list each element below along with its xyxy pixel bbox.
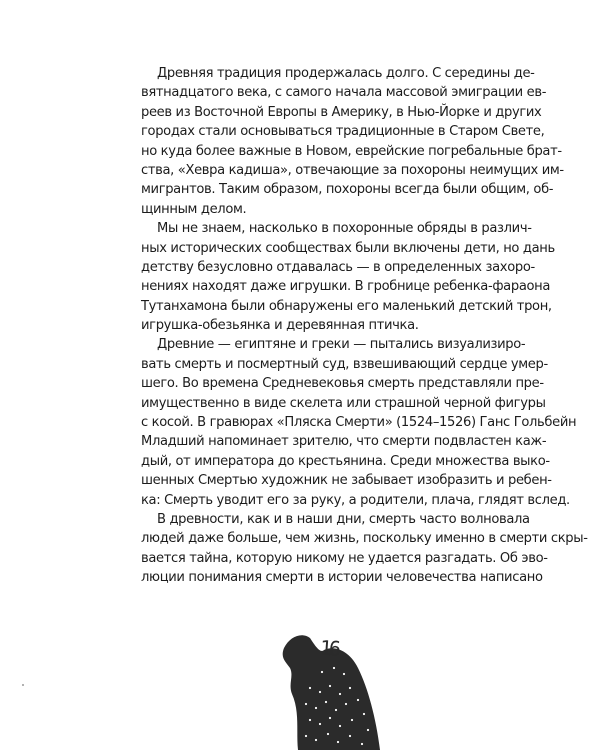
text-line: Тутанхамона были обнаружены его маленький детский трон, xyxy=(141,298,552,314)
text-line: ка: Смерть уводит его за руку, а родители, плача, глядят вслед. xyxy=(141,492,570,508)
text-line: вается тайна, которую никому не удается разгадать. Об эво- xyxy=(141,550,548,566)
paragraph xyxy=(141,219,555,335)
paragraph xyxy=(141,510,588,588)
text-line: но куда более важные в Новом, еврейские погребальные брат- xyxy=(141,143,562,159)
text-line: В древности, как и в наши дни, смерть часто волновала xyxy=(157,511,530,527)
scan-speck xyxy=(22,684,24,686)
text-line: с косой. В гравюрах «Пляска Смерти» (1524–1526) Ганс Гольбейн xyxy=(141,415,577,431)
body-text xyxy=(141,64,588,588)
text-line: щинным делом. xyxy=(141,201,247,217)
text-line: шего. Во времена Средневековья смерть представляли пре- xyxy=(141,376,544,392)
text-line: детству безусловно отдавалась — в определенных захоро- xyxy=(141,259,535,275)
text-line: Младший напоминает зрителю, что смерти подвластен каж- xyxy=(141,434,547,450)
text-line: вятнадцатого века, с самого начала массовой эмиграции ев- xyxy=(141,85,547,101)
text-line: имущественно в виде скелета или страшной черной фигуры xyxy=(141,395,546,411)
page-number: 16 xyxy=(319,635,339,661)
text-line: ства, «Хевра кадиша», отвечающие за похороны неимущих им- xyxy=(141,162,564,178)
text-line: вать смерть и посмертный суд, взвешивающий сердце умер- xyxy=(141,356,548,372)
text-line: игрушка-обезьянка и деревянная птичка. xyxy=(141,318,419,334)
text-line: шенных Смертью художник не забывает изобразить и ребен- xyxy=(141,473,552,489)
text-line: реев из Восточной Европы в Америку, в Нью-Йорке и других xyxy=(141,104,542,120)
text-line: ных исторических сообществах были включены дети, но дань xyxy=(141,240,555,256)
text-line: люции понимания смерти в истории человечества написано xyxy=(141,570,543,586)
paragraph xyxy=(141,335,577,510)
paragraph xyxy=(141,64,564,219)
text-line: Мы не знаем, насколько в похоронные обряды в различ- xyxy=(157,221,532,237)
text-line: дый, от императора до крестьянина. Среди множества выко- xyxy=(141,453,550,469)
text-line: Древние — египтяне и греки — пытались визуализиро- xyxy=(157,337,526,353)
text-line: людей даже больше, чем жизнь, поскольку именно в смерти скры- xyxy=(141,531,588,547)
text-line: нениях находят даже игрушки. В гробнице ребенка-фараона xyxy=(141,279,551,295)
text-line: мигрантов. Таким образом, похороны всегда были общим, об- xyxy=(141,182,554,198)
text-line: Древняя традиция продержалась долго. С середины де- xyxy=(157,66,535,81)
text-line: городах стали основываться традиционные в Старом Свете, xyxy=(141,124,545,140)
